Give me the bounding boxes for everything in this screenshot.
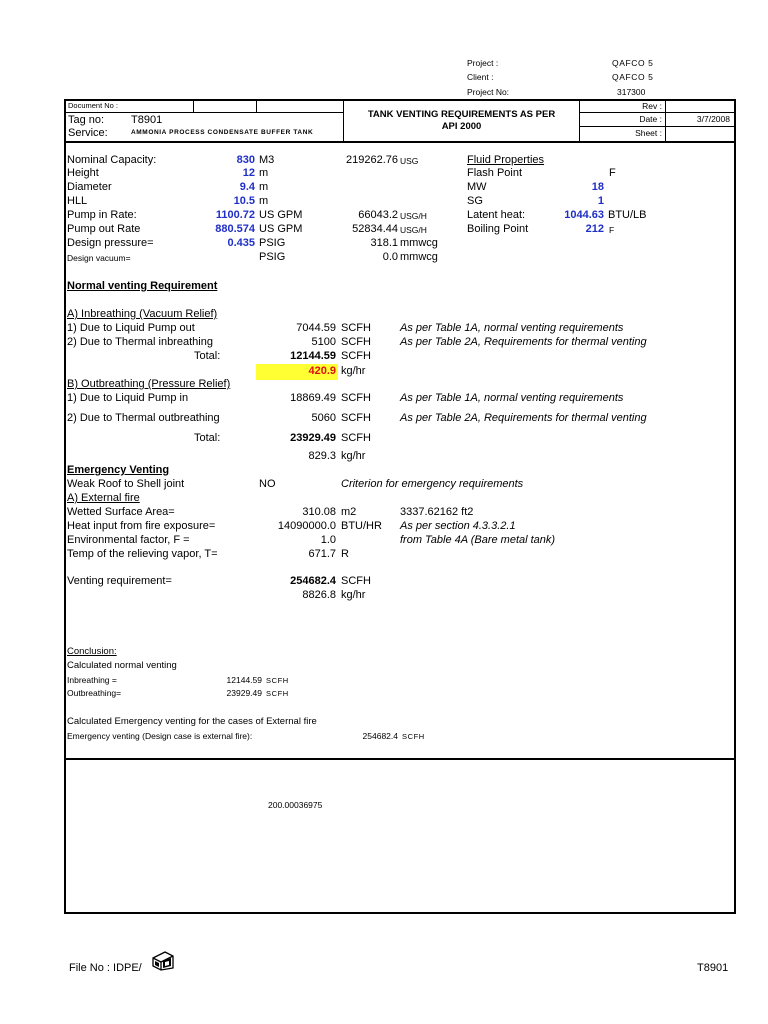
in2-value: 5100 <box>311 336 336 348</box>
fluid-properties-title: Fluid Properties <box>467 154 545 166</box>
concl-emerg-unit: SCFH <box>402 732 425 741</box>
client-label: Client : <box>467 72 494 82</box>
out2-label: 2) Due to Thermal outbreathing <box>67 412 220 424</box>
mw-value: 18 <box>591 181 604 193</box>
diameter-unit: m <box>259 181 269 193</box>
project-value: QAFCO 5 <box>612 58 654 68</box>
sg-label: SG <box>467 195 483 207</box>
out-kg-unit: kg/hr <box>341 450 366 462</box>
vent-req-unit: SCFH <box>341 575 371 587</box>
env-factor-note: from Table 4A (Bare metal tank) <box>400 534 556 546</box>
inbreathing-title: A) Inbreathing (Vacuum Relief) <box>67 308 218 320</box>
client-value: QAFCO 5 <box>612 72 654 82</box>
hll-label: HLL <box>67 195 88 207</box>
in1-value: 7044.59 <box>296 322 336 334</box>
file-no: File No : IDPE/ <box>69 962 142 974</box>
capacity-usg-value: 219262.76 <box>346 154 398 166</box>
out2-value: 5060 <box>311 412 336 424</box>
concl-emerg-label: Emergency venting (Design case is external fire): <box>67 731 253 741</box>
rev-label: Rev : <box>642 101 662 111</box>
out1-note: As per Table 1A, normal venting requirements <box>400 392 624 404</box>
out2-note: As per Table 2A, Requirements for thermal venting <box>400 412 647 424</box>
in2-note: As per Table 2A, Requirements for thermal venting <box>400 336 647 348</box>
conclusion-title: Conclusion: <box>67 646 117 657</box>
sheet-label: Sheet : <box>635 128 662 138</box>
normal-venting-title: Normal venting Requirement <box>67 280 218 292</box>
in-total-unit: SCFH <box>341 350 371 362</box>
vent-req-value: 254682.4 <box>290 575 336 587</box>
wetted-area-label: Wetted Surface Area= <box>67 506 175 518</box>
design-vacuum-mm-value: 0.0 <box>382 251 398 263</box>
out1-unit: SCFH <box>341 392 371 404</box>
design-vacuum-unit: PSIG <box>259 251 286 263</box>
boiling-point-label: Boiling Point <box>467 223 529 235</box>
in2-label: 2) Due to Thermal inbreathing <box>67 336 213 348</box>
footer-tag: T8901 <box>697 962 729 974</box>
latent-heat-unit: BTU/LB <box>608 209 647 221</box>
concl-in-label: Inbreathing = <box>67 675 117 685</box>
boiling-point-unit: F <box>609 225 615 235</box>
stamp-logo-icon <box>147 948 177 976</box>
calc-emerg-label: Calculated Emergency venting for the cases of External fire <box>67 716 317 727</box>
diameter-label: Diameter <box>67 181 112 193</box>
tag-value: T8901 <box>131 114 163 126</box>
weak-roof-note: Criterion for emergency requirements <box>341 478 524 490</box>
design-vacuum-mm-unit: mmwcg <box>400 251 438 263</box>
calc-normal-label: Calculated normal venting <box>67 660 177 671</box>
out-total-value: 23929.49 <box>290 432 336 444</box>
heat-input-unit: BTU/HR <box>341 520 382 532</box>
pump-out-unit: US GPM <box>259 223 303 235</box>
out2-unit: SCFH <box>341 412 371 424</box>
design-pressure-label: Design pressure= <box>67 237 154 249</box>
temp-label: Temp of the relieving vapor, T= <box>67 548 218 560</box>
temp-value: 671.7 <box>308 548 336 560</box>
temp-unit: R <box>341 548 349 560</box>
pump-in-usgh-unit: USG/H <box>400 211 427 221</box>
pump-out-usgh-value: 52834.44 <box>352 223 398 235</box>
in-kg-unit: kg/hr <box>341 365 366 377</box>
service-label: Service: <box>68 127 108 139</box>
project-no-label: Project No: <box>467 87 510 97</box>
title-line2: API 2000 <box>441 121 482 132</box>
concl-out-label: Outbreathing= <box>67 688 122 698</box>
in2-unit: SCFH <box>341 336 371 348</box>
env-factor-label: Environmental factor, F = <box>67 534 190 546</box>
capacity-usg-unit: USG <box>400 156 419 166</box>
concl-out-unit: SCFH <box>266 689 289 698</box>
frame-right <box>734 142 736 914</box>
concl-out-value: 23929.49 <box>226 688 262 698</box>
flash-point-label: Flash Point <box>467 167 523 179</box>
weak-roof-label: Weak Roof to Shell joint <box>67 478 185 490</box>
concl-emerg-value: 254682.4 <box>362 731 398 741</box>
sg-value: 1 <box>597 195 604 207</box>
pump-in-label: Pump in Rate: <box>67 209 137 221</box>
heat-input-value: 14090000.0 <box>277 520 336 532</box>
nominal-capacity-unit: M3 <box>259 154 275 166</box>
heat-input-label: Heat input from fire exposure= <box>67 520 216 532</box>
date-value: 3/7/2008 <box>696 114 730 124</box>
out-total-unit: SCFH <box>341 432 371 444</box>
vent-kg-unit: kg/hr <box>341 589 366 601</box>
wetted-area-ft2: 3337.62162 ft2 <box>400 506 474 518</box>
emergency-title: Emergency Venting <box>67 464 170 476</box>
document-no-label: Document No : <box>68 101 119 110</box>
pump-in-value: 1100.72 <box>215 209 255 221</box>
in1-note: As per Table 1A, normal venting requirements <box>400 322 624 334</box>
hll-value: 10.5 <box>233 195 255 207</box>
boiling-point-value: 212 <box>585 223 604 235</box>
height-unit: m <box>259 167 269 179</box>
frame-bottom <box>64 912 736 914</box>
in-kg-value: 420.9 <box>308 365 336 377</box>
frame-left <box>64 142 66 914</box>
heat-input-note: As per section 4.3.3.2.1 <box>400 520 516 532</box>
vent-kg-value: 8826.8 <box>302 589 336 601</box>
pump-in-unit: US GPM <box>259 209 303 221</box>
out1-value: 18869.49 <box>290 392 336 404</box>
design-pressure-mm-value: 318.1 <box>370 237 398 249</box>
in-total-label: Total: <box>194 350 221 362</box>
notes-divider <box>64 758 736 760</box>
concl-in-value: 12144.59 <box>226 675 262 685</box>
pump-in-usgh-value: 66043.2 <box>358 209 398 221</box>
external-fire-title: A) External fire <box>67 492 140 504</box>
env-factor-value: 1.0 <box>320 534 336 546</box>
latent-heat-value: 1044.63 <box>564 209 604 221</box>
title-line1: TANK VENTING REQUIREMENTS AS PER <box>367 109 556 120</box>
height-label: Height <box>67 167 99 179</box>
weak-roof-value: NO <box>259 478 276 490</box>
nominal-capacity-label: Nominal Capacity: <box>67 154 157 166</box>
design-vacuum-label: Design vacuum= <box>67 253 131 263</box>
design-pressure-mm-unit: mmwcg <box>400 237 438 249</box>
tag-label: Tag no: <box>68 114 105 126</box>
in-total-value: 12144.59 <box>290 350 336 362</box>
height-value: 12 <box>242 167 255 179</box>
project-label: Project : <box>467 58 499 68</box>
pump-out-value: 880.574 <box>215 223 255 235</box>
pump-out-label: Pump out Rate <box>67 223 141 235</box>
out-kg-value: 829.3 <box>308 450 336 462</box>
mw-label: MW <box>467 181 487 193</box>
out1-label: 1) Due to Liquid Pump in <box>67 392 189 404</box>
diameter-value: 9.4 <box>239 181 255 193</box>
flash-point-unit: F <box>609 167 616 179</box>
latent-heat-label: Latent heat: <box>467 209 526 221</box>
notes-value: 200.00036975 <box>268 800 323 810</box>
design-pressure-value: 0.435 <box>227 237 255 249</box>
vent-req-label: Venting requirement= <box>67 575 172 587</box>
outbreathing-title: B) Outbreathing (Pressure Relief) <box>67 378 231 390</box>
design-pressure-unit: PSIG <box>259 237 286 249</box>
out-total-label: Total: <box>194 432 221 444</box>
project-no-value: 317300 <box>617 87 646 97</box>
nominal-capacity-value: 830 <box>236 154 255 166</box>
in1-unit: SCFH <box>341 322 371 334</box>
hll-unit: m <box>259 195 269 207</box>
pump-out-usgh-unit: USG/H <box>400 225 427 235</box>
wetted-area-unit: m2 <box>341 506 357 518</box>
in1-label: 1) Due to Liquid Pump out <box>67 322 195 334</box>
wetted-area-value: 310.08 <box>302 506 336 518</box>
date-label: Date : <box>639 114 662 124</box>
service-value: AMMONIA PROCESS CONDENSATE BUFFER TANK <box>131 129 314 136</box>
concl-in-unit: SCFH <box>266 676 289 685</box>
